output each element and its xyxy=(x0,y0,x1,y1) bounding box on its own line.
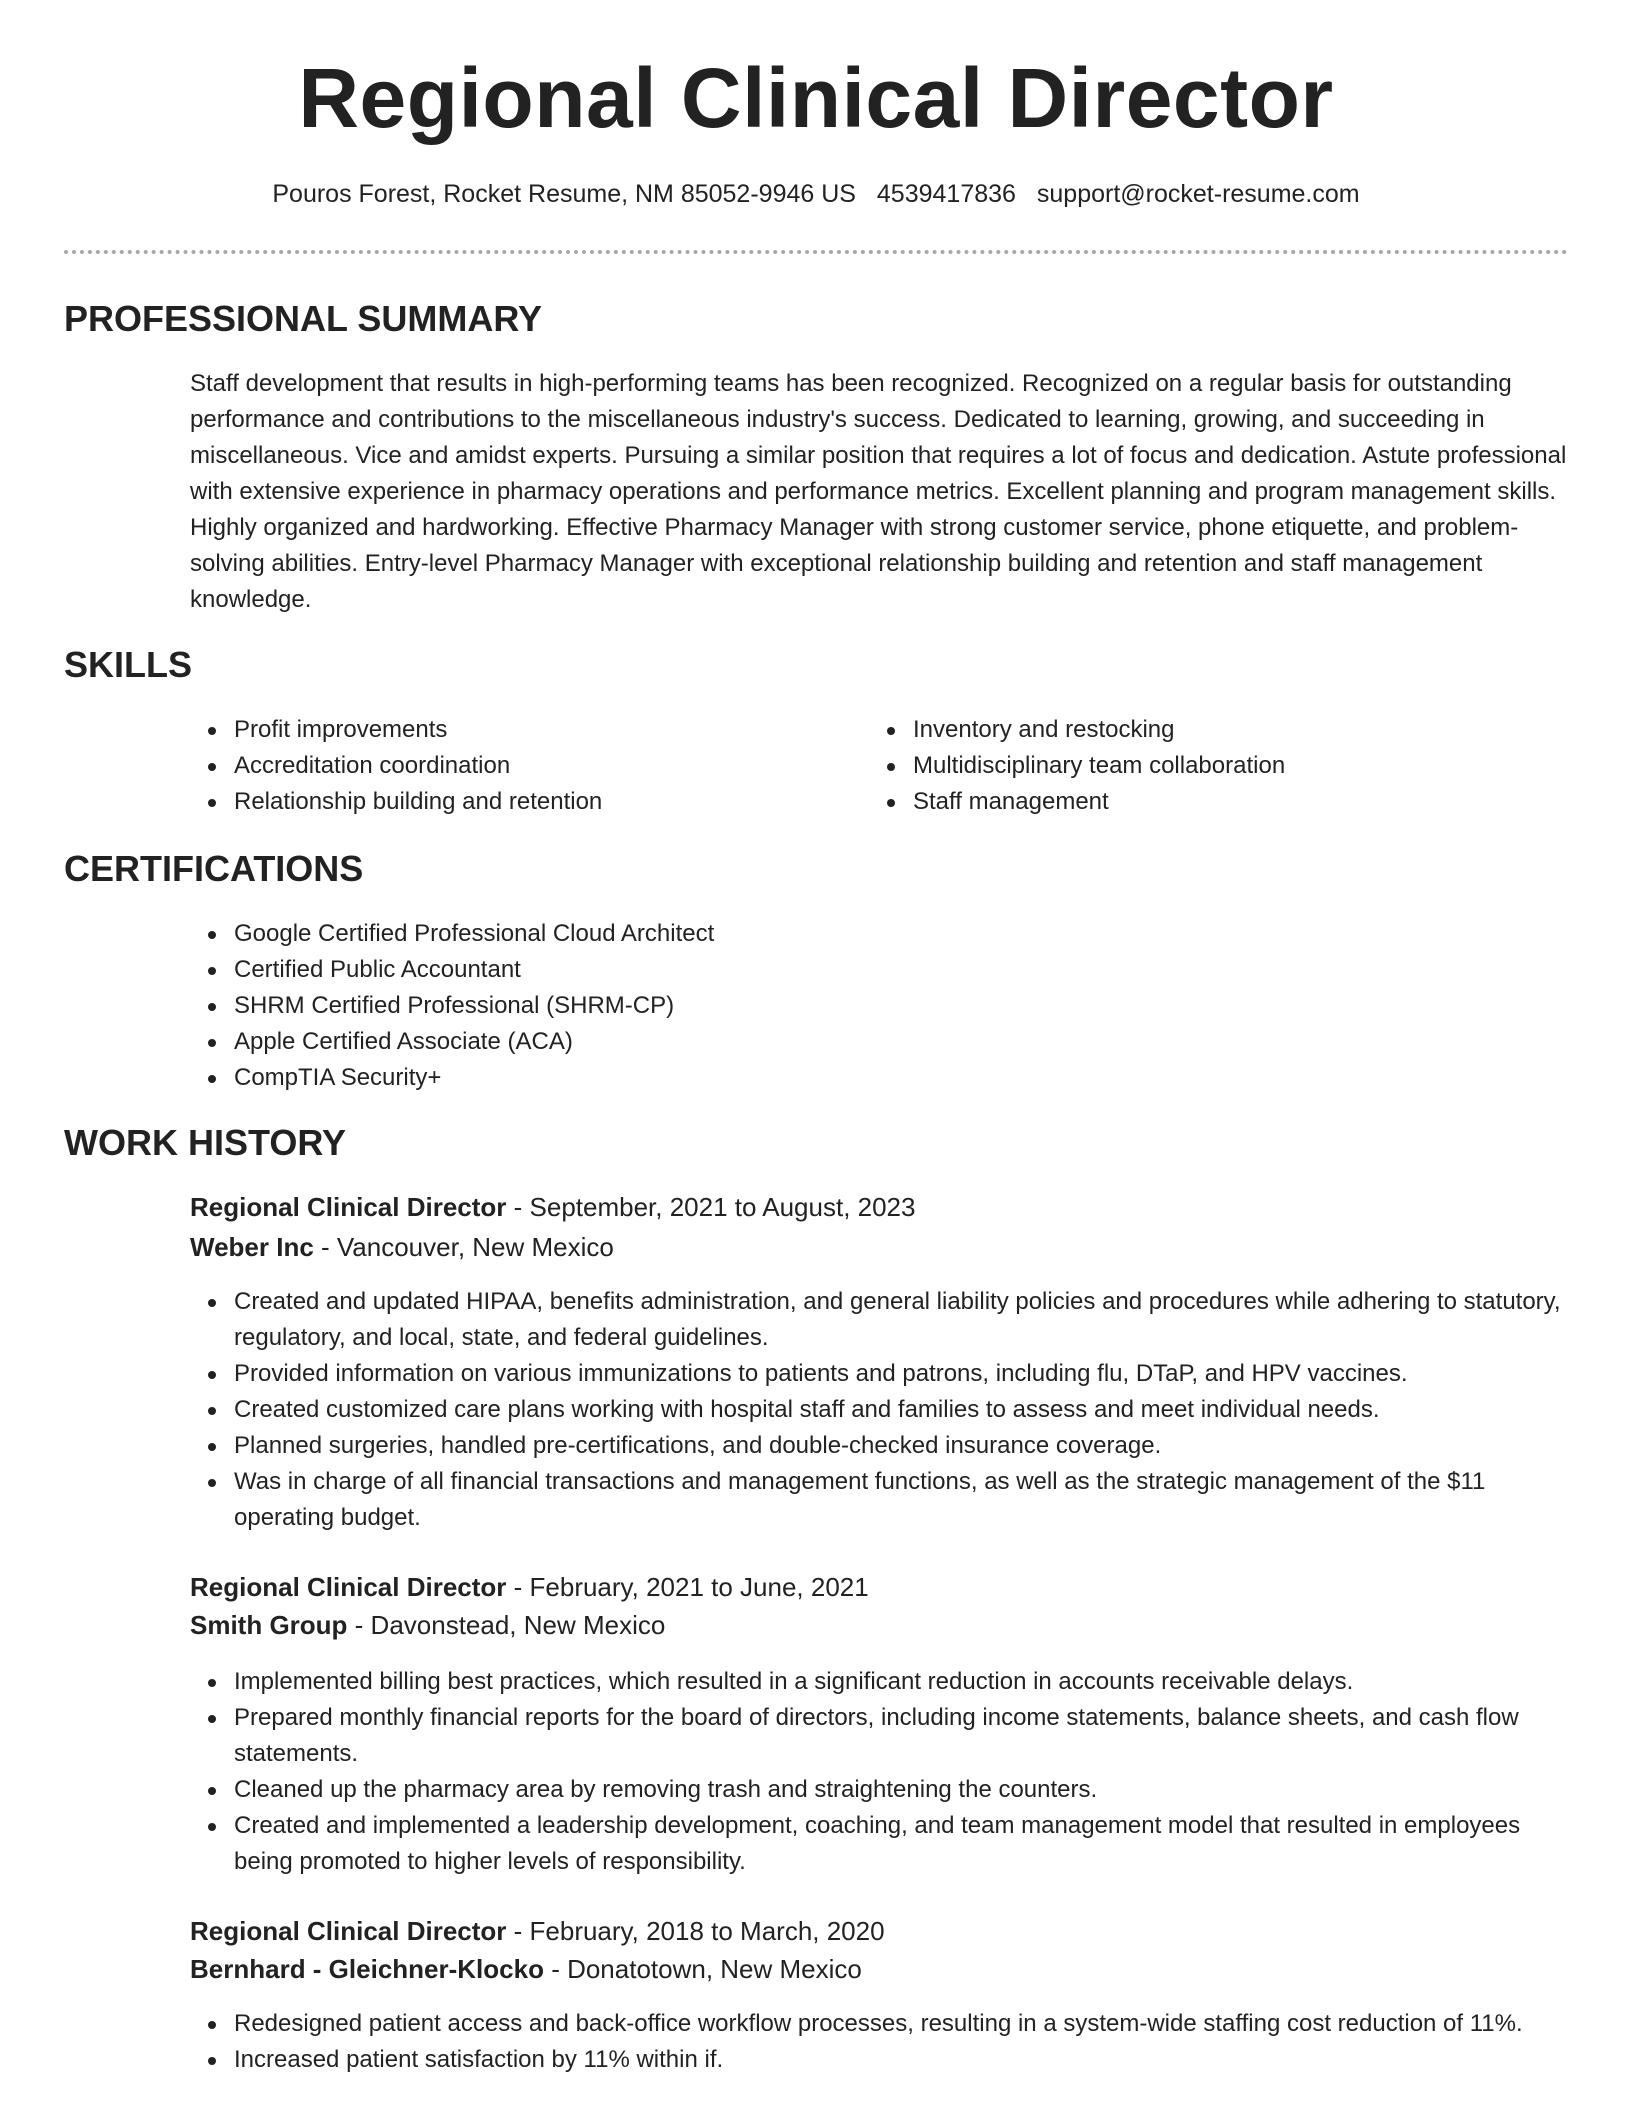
certifications-heading: CERTIFICATIONS xyxy=(64,848,364,889)
summary-text: Staff development that results in high-performing teams has been recognized. Recognized on a regular basis for outstanding performance and contributions to the miscellaneous industry's success. Dedicated to learning, growing, and succeeding in miscellaneous. Vice and amidst experts. Pursuing a similar position that requires a lot of focus and dedication. Astute professional with extensive experience in pharmacy operations and performance metrics. Excellent planning and program management skills. Highly organized and hardworking. Effective Pharmacy Manager with strong customer service, phone etiquette, and problem-solving abilities. Entry-level Pharmacy Manager with exceptional relationship building and retention and staff management knowledge. xyxy=(190,370,1567,613)
contact-email: support@rocket-resume.com xyxy=(1036,180,1360,208)
job-title-line xyxy=(190,1572,869,1603)
certification-item: Apple Certified Associate (ACA) xyxy=(190,1024,1490,1060)
job-dates: - February, 2018 to March, 2020 xyxy=(506,1916,885,1946)
skills-list-left xyxy=(190,712,830,820)
certifications-list xyxy=(190,916,1490,1096)
job-bullet: Redesigned patient access and back-office workflow processes, resulting in a system-wide staffing cost reduction of 11%. xyxy=(190,2006,1570,2042)
job-company-line xyxy=(190,1232,614,1263)
job-bullet: Was in charge of all financial transactions and management functions, as well as the strategic management of the $11 operating budget. xyxy=(190,1464,1570,1536)
skill-item: Relationship building and retention xyxy=(190,784,830,820)
job-bullet: Provided information on various immunizations to patients and patrons, including flu, DTaP, and HPV vaccines. xyxy=(190,1356,1570,1392)
job-bullets xyxy=(190,1664,1570,1880)
skill-item: Profit improvements xyxy=(190,712,830,748)
candidate-name: Regional Clinical Director xyxy=(298,51,1334,145)
job-bullets xyxy=(190,2006,1570,2078)
job-bullet: Created customized care plans working with hospital staff and families to assess and meet individual needs. xyxy=(190,1392,1570,1428)
job-bullets xyxy=(190,1284,1570,1536)
job-location: - Vancouver, New Mexico xyxy=(313,1232,614,1262)
summary-heading: PROFESSIONAL SUMMARY xyxy=(64,298,543,339)
skills-heading: SKILLS xyxy=(64,644,193,685)
skill-item: Inventory and restocking xyxy=(869,712,1509,748)
job-bullet: Planned surgeries, handled pre-certifications, and double-checked insurance coverage. xyxy=(190,1428,1570,1464)
job-bullet: Created and updated HIPAA, benefits administration, and general liability policies and procedures while adhering to statutory, regulatory, and local, state, and federal guidelines. xyxy=(190,1284,1570,1356)
job-bullet: Prepared monthly financial reports for the board of directors, including income statements, balance sheets, and cash flow statements. xyxy=(190,1700,1570,1772)
job-bullet: Created and implemented a leadership development, coaching, and team management model that resulted in employees being promoted to higher levels of responsibility. xyxy=(190,1808,1570,1880)
job-location: - Donatotown, New Mexico xyxy=(543,1954,862,1984)
certification-item: CompTIA Security+ xyxy=(190,1060,1490,1096)
job-dates: - September, 2021 to August, 2023 xyxy=(506,1192,916,1222)
job-title: Regional Clinical Director xyxy=(190,1192,507,1222)
certification-item: Certified Public Accountant xyxy=(190,952,1490,988)
job-company-line xyxy=(190,1610,665,1641)
certification-item: SHRM Certified Professional (SHRM-CP) xyxy=(190,988,1490,1024)
job-location: - Davonstead, New Mexico xyxy=(347,1610,666,1640)
job-title-line xyxy=(190,1192,915,1223)
skill-item: Multidisciplinary team collaboration xyxy=(869,748,1509,784)
skills-list-right xyxy=(869,712,1509,820)
job-company: Weber Inc xyxy=(190,1232,314,1262)
header-divider xyxy=(64,250,1568,254)
skill-item: Staff management xyxy=(869,784,1509,820)
work-history-heading: WORK HISTORY xyxy=(64,1122,347,1163)
contact-phone: 4539417836 xyxy=(876,180,1016,208)
job-title: Regional Clinical Director xyxy=(190,1916,507,1946)
job-company: Smith Group xyxy=(190,1610,348,1640)
job-bullet: Implemented billing best practices, which resulted in a significant reduction in accounts receivable delays. xyxy=(190,1664,1570,1700)
job-bullet: Increased patient satisfaction by 11% within if. xyxy=(190,2042,1570,2078)
job-company: Bernhard - Gleichner-Klocko xyxy=(190,1954,544,1984)
certification-item: Google Certified Professional Cloud Architect xyxy=(190,916,1490,952)
job-title: Regional Clinical Director xyxy=(190,1572,507,1602)
contact-address: Pouros Forest, Rocket Resume, NM 85052-9946 US xyxy=(272,180,856,208)
contact-line xyxy=(0,180,1632,209)
job-title-line xyxy=(190,1916,885,1947)
job-bullet: Cleaned up the pharmacy area by removing trash and straightening the counters. xyxy=(190,1772,1570,1808)
job-dates: - February, 2021 to June, 2021 xyxy=(506,1572,869,1602)
job-company-line xyxy=(190,1954,862,1985)
skill-item: Accreditation coordination xyxy=(190,748,830,784)
